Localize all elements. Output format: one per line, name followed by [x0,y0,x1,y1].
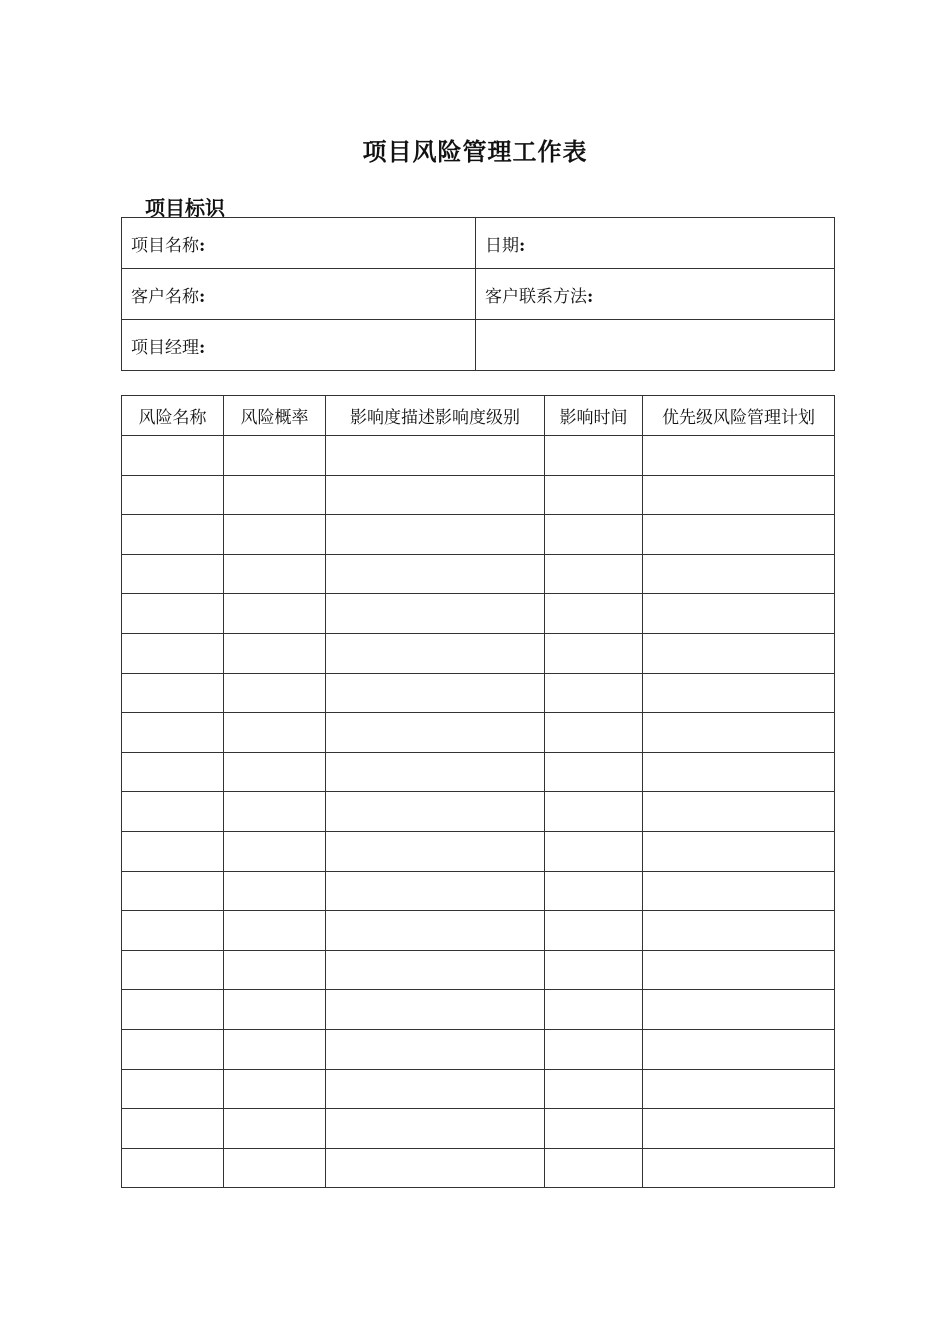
table-cell[interactable] [224,871,326,911]
table-cell[interactable] [122,911,224,951]
table-cell[interactable] [643,594,835,634]
table-cell[interactable] [326,1069,545,1109]
table-cell[interactable] [326,554,545,594]
table-cell[interactable] [224,515,326,555]
table-row [122,911,835,951]
table-cell[interactable] [122,475,224,515]
table-row [122,950,835,990]
table-cell[interactable] [122,1029,224,1069]
table-cell[interactable] [326,475,545,515]
header-impact-description-level: 影响度描述影响度级别 [326,396,545,436]
header-priority-plan: 优先级风险管理计划 [643,396,835,436]
client-contact-label: 客户联系方法 [485,286,587,307]
table-row [122,990,835,1030]
table-cell[interactable] [545,792,643,832]
table-cell[interactable] [643,515,835,555]
table-cell[interactable] [122,713,224,753]
table-row [122,792,835,832]
table-cell[interactable] [122,990,224,1030]
table-cell[interactable] [122,594,224,634]
table-cell[interactable] [122,554,224,594]
date-label: 日期 [485,235,519,256]
table-cell[interactable] [643,633,835,673]
table-cell[interactable] [545,554,643,594]
table-cell[interactable] [643,1029,835,1069]
table-cell[interactable] [122,831,224,871]
table-header-row [122,396,835,436]
table-cell[interactable] [545,436,643,476]
table-row [122,713,835,753]
date-field[interactable] [476,218,835,269]
project-manager-field[interactable] [122,320,476,371]
table-cell[interactable] [224,1109,326,1149]
table-cell[interactable] [224,1029,326,1069]
table-cell[interactable] [545,871,643,911]
table-cell[interactable] [326,831,545,871]
table-cell[interactable] [326,1029,545,1069]
table-cell[interactable] [122,436,224,476]
table-cell[interactable] [545,950,643,990]
table-cell[interactable] [122,1109,224,1149]
table-cell[interactable] [224,436,326,476]
header-risk-name: 风险名称 [122,396,224,436]
table-cell[interactable] [224,752,326,792]
risk-register-table [121,395,835,1188]
table-cell[interactable] [326,990,545,1030]
table-cell[interactable] [326,752,545,792]
table-cell[interactable] [326,911,545,951]
table-cell[interactable] [326,1109,545,1149]
label-colon: : [587,286,594,307]
project-name-label: 项目名称 [131,235,199,256]
client-contact-field[interactable] [476,269,835,320]
table-cell[interactable] [122,1069,224,1109]
table-cell[interactable] [545,673,643,713]
label-colon: : [199,337,206,358]
table-cell[interactable] [545,1148,643,1188]
table-cell[interactable] [643,1148,835,1188]
project-name-field[interactable] [122,218,476,269]
table-cell[interactable] [224,950,326,990]
table-cell[interactable] [326,436,545,476]
risk-table-body [122,436,835,1188]
table-cell[interactable] [643,673,835,713]
header-impact-time: 影响时间 [545,396,643,436]
table-cell[interactable] [224,554,326,594]
table-cell[interactable] [326,950,545,990]
table-cell[interactable] [643,475,835,515]
table-cell[interactable] [545,831,643,871]
table-cell[interactable] [224,1148,326,1188]
table-cell[interactable] [224,594,326,634]
table-cell[interactable] [545,752,643,792]
table-row [122,320,835,371]
table-cell[interactable] [224,673,326,713]
table-cell[interactable] [643,752,835,792]
table-row [122,633,835,673]
table-cell[interactable] [643,1069,835,1109]
table-cell[interactable] [545,633,643,673]
table-cell[interactable] [326,792,545,832]
table-row [122,1069,835,1109]
table-cell[interactable] [643,950,835,990]
page-title: 项目风险管理工作表 [362,138,588,166]
table-row [122,1029,835,1069]
table-cell[interactable] [122,792,224,832]
project-identification-table [121,217,835,371]
table-row [122,831,835,871]
label-colon: : [519,235,526,256]
table-cell[interactable] [643,436,835,476]
empty-cell[interactable] [476,320,835,371]
table-cell[interactable] [122,673,224,713]
table-cell[interactable] [326,594,545,634]
table-row [122,752,835,792]
table-cell[interactable] [224,1069,326,1109]
table-cell[interactable] [224,475,326,515]
table-row [122,673,835,713]
table-row [122,436,835,476]
table-row [122,218,835,269]
table-cell[interactable] [224,911,326,951]
table-cell[interactable] [326,633,545,673]
table-cell[interactable] [326,713,545,753]
table-row [122,515,835,555]
table-cell[interactable] [545,1069,643,1109]
table-row [122,871,835,911]
project-manager-label: 项目经理 [131,337,199,358]
table-cell[interactable] [224,990,326,1030]
table-cell[interactable] [545,515,643,555]
table-cell[interactable] [224,831,326,871]
table-cell[interactable] [643,554,835,594]
section-heading-project-identification: 项目标识 [145,196,225,220]
table-cell[interactable] [122,871,224,911]
table-cell[interactable] [545,911,643,951]
table-cell[interactable] [545,475,643,515]
table-cell[interactable] [545,1109,643,1149]
table-row [122,554,835,594]
table-cell[interactable] [326,871,545,911]
table-row [122,269,835,320]
table-cell[interactable] [224,792,326,832]
table-cell[interactable] [122,752,224,792]
table-cell[interactable] [643,792,835,832]
table-cell[interactable] [122,950,224,990]
table-row [122,594,835,634]
table-cell[interactable] [643,1109,835,1149]
client-name-label: 客户名称 [131,286,199,307]
table-cell[interactable] [545,594,643,634]
table-cell[interactable] [643,911,835,951]
table-cell[interactable] [122,515,224,555]
label-colon: : [199,286,206,307]
table-cell[interactable] [545,713,643,753]
table-cell[interactable] [545,990,643,1030]
table-cell[interactable] [643,831,835,871]
table-row [122,1109,835,1149]
table-cell[interactable] [326,1148,545,1188]
table-cell[interactable] [643,713,835,753]
header-risk-probability: 风险概率 [224,396,326,436]
table-cell[interactable] [326,673,545,713]
label-colon: : [199,235,206,256]
table-row [122,475,835,515]
table-cell[interactable] [643,990,835,1030]
table-cell[interactable] [224,713,326,753]
table-cell[interactable] [545,1029,643,1069]
table-row [122,1148,835,1188]
table-cell[interactable] [224,633,326,673]
table-cell[interactable] [326,515,545,555]
table-cell[interactable] [122,1148,224,1188]
client-name-field[interactable] [122,269,476,320]
table-cell[interactable] [122,633,224,673]
table-cell[interactable] [643,871,835,911]
